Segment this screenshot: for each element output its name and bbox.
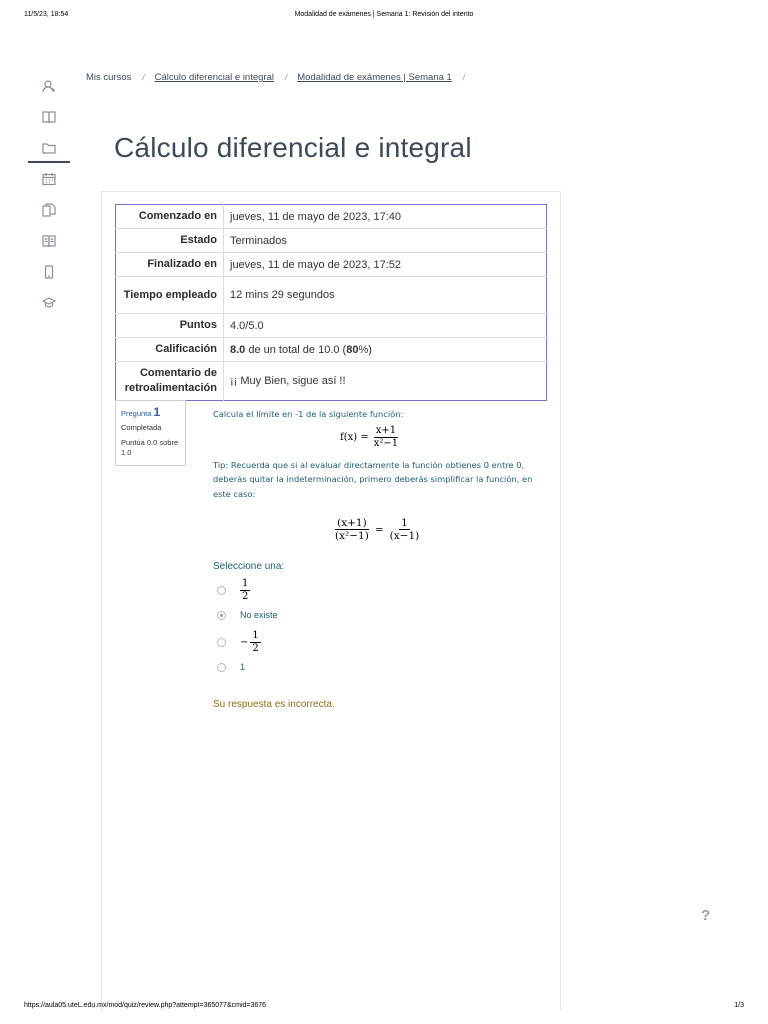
summary-label: Tiempo empleado [116,277,224,314]
fraction-denominator: (x−1) [389,530,420,542]
summary-row-finished [116,253,547,277]
summary-row-state [116,229,547,253]
radio-button[interactable] [217,586,226,595]
sidebar-item-course[interactable] [28,132,70,163]
fraction-numerator: (x+1) [337,517,367,529]
graduation-icon [42,296,56,310]
phone-icon [42,265,56,279]
summary-label: Finalizado en [116,253,224,277]
fraction-denominator: 2 [252,643,259,654]
summary-value: 4.0/5.0 [224,314,547,338]
summary-value: ¡¡ Muy Bien, sigue así !! [224,362,547,401]
help-icon[interactable]: ? [701,907,711,924]
fraction-denominator: (x²−1) [335,530,369,542]
summary-value: 12 mins 29 segundos [224,277,547,314]
print-page-number: 1/3 [734,1002,744,1009]
radio-button[interactable] [217,638,226,647]
summary-label: Puntos [116,314,224,338]
equation-lhs: f(x) = [340,432,369,443]
fraction-denominator: x²−1 [373,438,399,449]
question-state: Completada [121,423,162,432]
fraction-numerator: 1 [252,630,259,641]
equation-fraction-left [333,517,371,542]
page-title: Cálculo diferencial e integral [114,132,472,163]
sidebar-item-participants[interactable] [28,70,70,101]
function-equation [340,425,400,450]
breadcrumb-separator: / [284,73,288,82]
question-text: Calcula el límite en -1 de la siguiente función: [213,409,404,419]
grade-total: de un total de 10.0 ( [245,343,347,356]
summary-row-time-taken [116,277,547,314]
breadcrumb-quiz[interactable]: Modalidad de exámenes | Semana 1 [297,72,452,83]
simplification-equation [333,517,421,542]
equals-sign: = [374,523,384,536]
sidebar-item-mobile[interactable] [28,256,70,287]
sidebar-item-calendar[interactable] [28,163,70,194]
sidebar [28,70,70,318]
copy-icon [42,203,56,217]
summary-label: Comenzado en [116,205,224,229]
summary-label: Calificación [116,338,224,362]
option-sign: − [240,637,249,648]
sidebar-item-grades[interactable] [28,101,70,132]
option-fraction [250,630,260,655]
answer-feedback: Su respuesta es incorrecta. [213,699,335,710]
breadcrumb-separator: / [462,73,466,82]
sidebar-item-library[interactable] [28,225,70,256]
answer-option-d[interactable] [217,662,245,672]
option-fraction [240,578,250,603]
breadcrumb-separator: / [142,73,145,82]
fraction-numerator: 1 [242,578,249,589]
question-info [115,400,186,466]
answer-option-a[interactable] [217,578,250,603]
fraction-numerator: 1 [401,517,408,529]
option-label: No existe [240,610,278,620]
print-title: Modalidad de exámenes | Semana 1: Revisión del intento [294,11,474,18]
sidebar-item-courses[interactable] [28,287,70,318]
radio-button[interactable] [217,663,226,672]
print-url: https://aula05.uteL.edu.mx/mod/quiz/review.php?attempt=365077&cmid=3676 [24,1002,267,1009]
question-tip: Tip: Recuerda que si al evaluar directamente la función obtienes 0 entre 0, deberás quitar la indeterminación, primero deberás simplificar la función, en este caso: [213,460,533,499]
grade-percent-suffix: %) [358,343,372,356]
answer-option-c[interactable] [217,630,261,655]
attempt-summary-table [115,204,547,401]
print-date: 11/5/23, 18:54 [24,11,69,18]
option-label: 1 [240,662,246,672]
print-footer [0,1002,768,1014]
user-icon [42,79,56,93]
summary-row-grade [116,338,547,362]
question-number: 1 [153,405,161,419]
answer-prompt: Seleccione una: [213,561,285,572]
radio-button-selected[interactable] [217,611,226,620]
sidebar-item-files[interactable] [28,194,70,225]
question-mark: Puntúa 0.0 sobre 1.0 [121,438,179,457]
question-label: Pregunta [121,409,152,418]
summary-row-started [116,205,547,229]
summary-label: Estado [116,229,224,253]
breadcrumb-course[interactable]: Cálculo diferencial e integral [154,72,274,83]
equation-fraction [372,425,400,450]
folder-icon [42,141,56,155]
calendar-icon [42,172,56,186]
fraction-denominator: 2 [242,591,249,602]
breadcrumb [86,72,475,83]
fraction-numerator: x+1 [375,425,397,436]
summary-value: jueves, 11 de mayo de 2023, 17:40 [230,210,402,223]
summary-value: Terminados [224,229,547,253]
book-open-icon [42,234,56,248]
summary-label: Comentario de retroalimentación [116,362,224,401]
book-icon [42,110,56,124]
answer-option-b[interactable] [217,610,278,620]
summary-row-marks [116,314,547,338]
summary-row-feedback [116,362,547,401]
breadcrumb-my-courses[interactable]: Mis cursos [86,72,132,83]
grade-value: 8.0 [230,343,246,356]
equation-fraction-right [388,517,422,542]
summary-value [224,338,547,362]
print-header [0,11,768,23]
grade-percent: 80 [346,343,359,356]
summary-value: jueves, 11 de mayo de 2023, 17:52 [224,253,547,277]
